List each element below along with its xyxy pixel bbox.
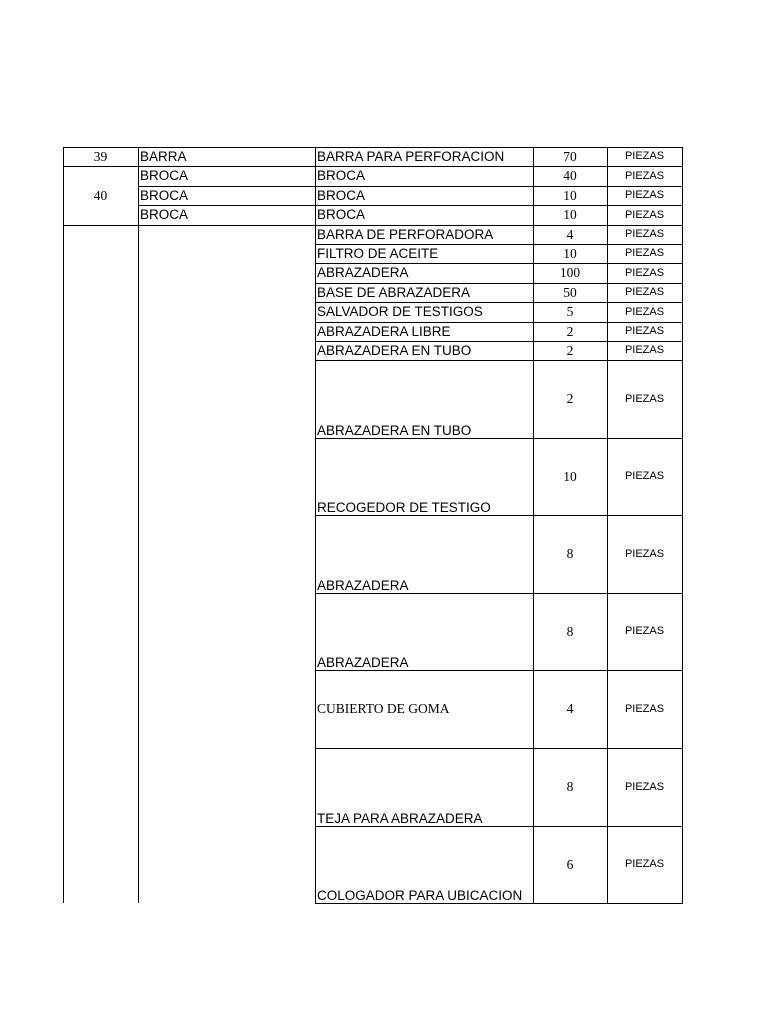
item-unit: PIEZAS [624, 305, 665, 318]
item-description: TEJA PARA ABRAZADERA [317, 810, 483, 826]
item-quantity: 5 [566, 304, 574, 320]
item-unit: PIEZAS [624, 780, 665, 793]
item-description: ABRAZADERA EN TUBO [317, 342, 472, 358]
item-quantity: 8 [566, 546, 574, 562]
item-description: BROCA [317, 168, 366, 184]
item-unit: PIEZAS [624, 392, 665, 405]
item-quantity: 2 [566, 391, 574, 407]
item-category: BROCA [140, 207, 189, 223]
item-unit: PIEZAS [624, 208, 665, 221]
item-unit: PIEZAS [624, 344, 665, 356]
column-border [138, 147, 139, 903]
item-unit: PIEZAS [624, 470, 665, 482]
item-quantity: 70 [563, 148, 577, 164]
item-quantity: 50 [563, 284, 577, 300]
item-unit: PIEZAS [624, 547, 665, 560]
item-quantity: 2 [566, 323, 574, 339]
item-quantity: 4 [566, 701, 574, 717]
item-unit: PIEZAS [624, 189, 665, 201]
item-unit: PIEZAS [624, 325, 665, 337]
row-border [315, 903, 683, 904]
item-description: ABRAZADERA EN TUBO [317, 422, 472, 438]
item-description: FILTRO DE ACEITE [317, 245, 439, 261]
item-quantity: 10 [563, 187, 577, 203]
item-unit: PIEZAS [624, 247, 665, 259]
item-description: BARRA DE PERFORADORA [317, 226, 494, 242]
item-unit: PIEZAS [624, 150, 665, 162]
item-description: BROCA [317, 187, 366, 203]
item-description: BARRA PARA PERFORACION [317, 148, 505, 164]
item-quantity: 8 [566, 623, 574, 639]
item-description: COLOGADOR PARA UBICACION [317, 887, 523, 903]
item-quantity: 100 [559, 265, 581, 281]
item-description: ABRAZADERA [317, 577, 409, 593]
item-number: 40 [93, 187, 108, 203]
item-description: ABRAZADERA [317, 654, 409, 670]
item-quantity: 8 [566, 779, 574, 795]
item-unit: PIEZAS [624, 266, 665, 279]
item-quantity: 4 [566, 226, 574, 242]
item-category: BROCA [140, 187, 189, 203]
item-quantity: 40 [563, 168, 577, 184]
column-border [63, 147, 64, 903]
item-number: 39 [93, 148, 108, 164]
item-unit: PIEZAS [624, 702, 665, 715]
item-description: RECOGEDOR DE TESTIGO [317, 499, 491, 515]
item-category: BROCA [140, 168, 189, 184]
item-quantity: 10 [563, 468, 577, 484]
item-unit: PIEZAS [624, 169, 665, 182]
item-category: BARRA [140, 148, 187, 164]
item-unit: PIEZAS [624, 286, 665, 298]
column-border [682, 147, 683, 903]
item-description: CUBIERTO DE GOMA [317, 701, 450, 717]
item-unit: PIEZAS [624, 858, 665, 870]
item-quantity: 2 [566, 342, 574, 358]
item-unit: PIEZAS [624, 228, 665, 240]
item-unit: PIEZAS [624, 625, 665, 637]
item-description: BASE DE ABRAZADERA [317, 284, 471, 300]
item-description: ABRAZADERA LIBRE [317, 323, 451, 339]
item-description: BROCA [317, 207, 366, 223]
item-quantity: 10 [563, 245, 577, 261]
item-quantity: 6 [566, 856, 574, 872]
item-quantity: 10 [563, 207, 577, 223]
item-description: SALVADOR DE TESTIGOS [317, 304, 483, 320]
item-description: ABRAZADERA [317, 265, 409, 281]
